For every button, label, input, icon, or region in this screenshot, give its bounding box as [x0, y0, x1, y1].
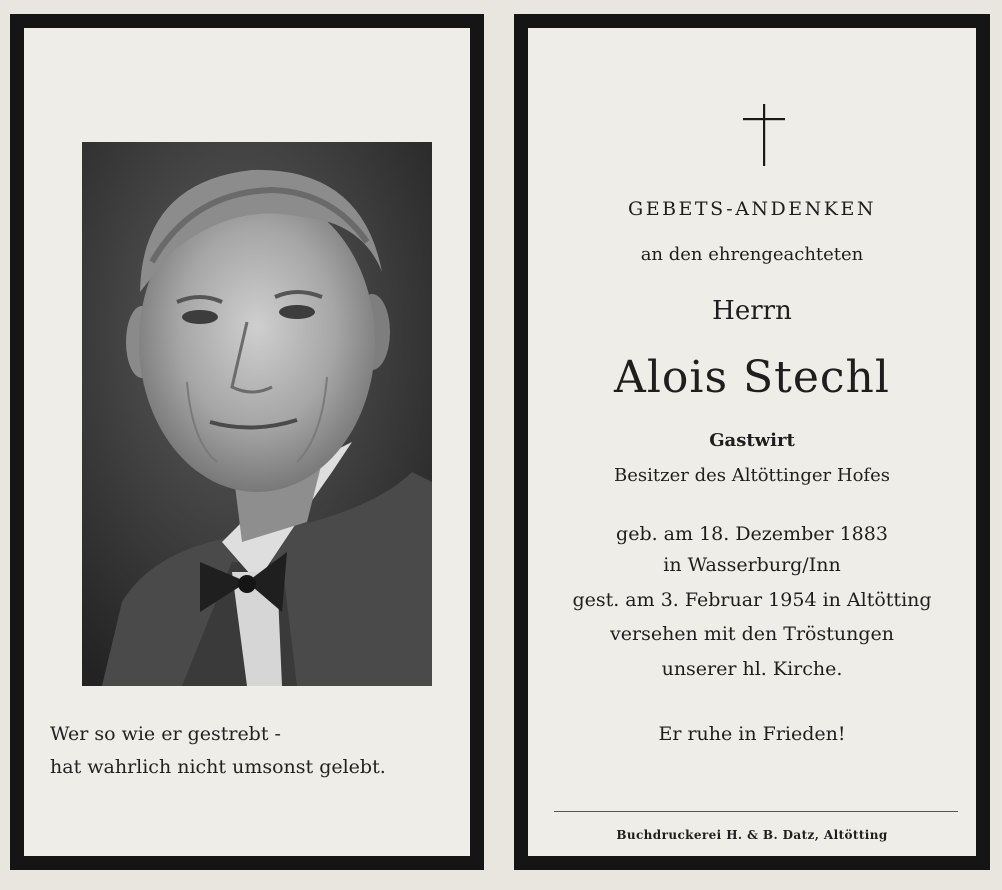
birth-place: in Wasserburg/Inn — [663, 554, 841, 576]
deceased-name: Alois Stechl — [614, 352, 890, 403]
left-panel-paper — [24, 28, 470, 856]
memorial-quote — [50, 718, 460, 784]
portrait-illustration — [82, 142, 432, 686]
footer-divider — [554, 811, 958, 812]
card-heading: GEBETS-ANDENKEN — [628, 198, 876, 220]
dedication-text: an den ehrengeachteten — [640, 244, 864, 265]
sacraments-line-1: versehen mit den Tröstungen — [610, 623, 894, 645]
left-memorial-panel — [10, 14, 484, 870]
birth-date: geb. am 18. Dezember 1883 — [616, 523, 888, 545]
portrait-photo — [82, 142, 432, 686]
death-date: gest. am 3. Februar 1954 in Altötting — [572, 589, 932, 611]
owner-of: Besitzer des Altöttinger Hofes — [614, 465, 890, 486]
quote-line-2: hat wahrlich nicht umsonst gelebt. — [50, 756, 386, 778]
printer-imprint: Buchdruckerei H. & B. Datz, Altötting — [616, 828, 888, 842]
quote-line-1: Wer so wie er gestrebt - — [50, 723, 281, 745]
sacraments-line-2: unserer hl. Kirche. — [661, 658, 843, 680]
occupation: Gastwirt — [709, 430, 795, 451]
salutation: Herrn — [712, 296, 792, 326]
rest-in-peace: Er ruhe in Frieden! — [658, 723, 846, 745]
right-memorial-panel — [514, 14, 990, 870]
cross-icon — [743, 104, 785, 166]
right-panel-paper — [528, 28, 976, 856]
